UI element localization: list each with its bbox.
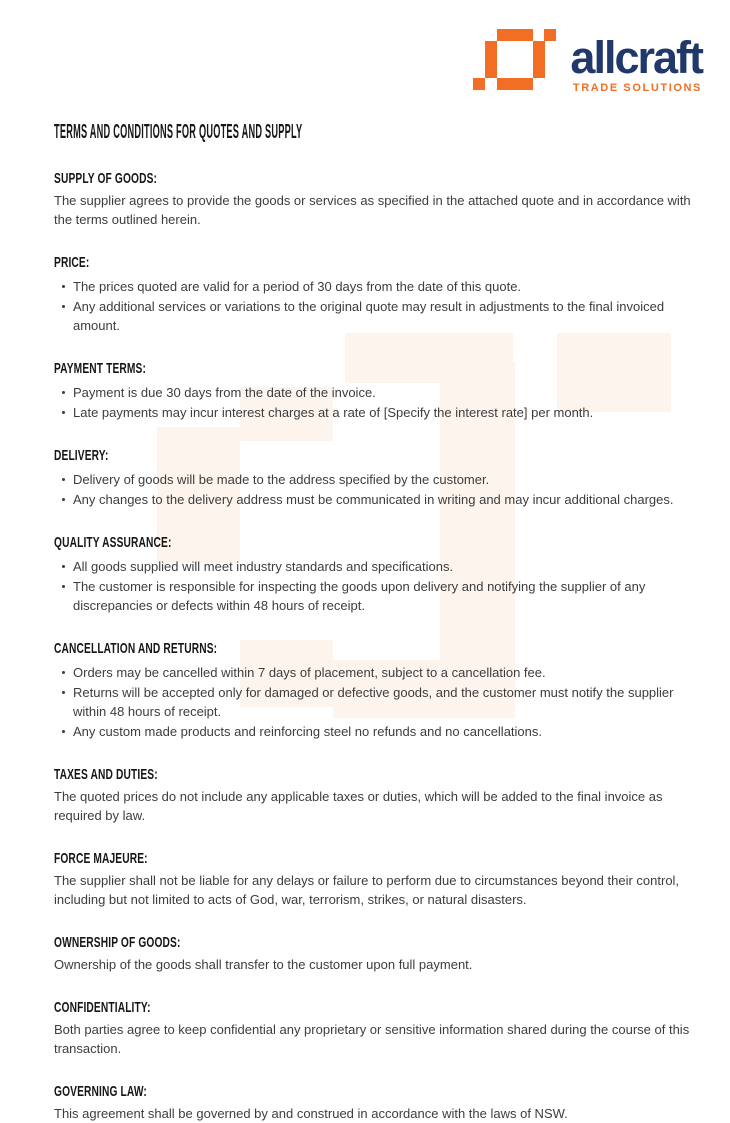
bullet-list xyxy=(54,277,702,335)
bullet-icon xyxy=(62,285,65,288)
terms-sections xyxy=(54,170,702,1123)
terms-section xyxy=(54,360,702,422)
bullet-text: Payment is due 30 days from the date of the invoice. xyxy=(73,385,376,400)
bullet-text: The customer is responsible for inspecting the goods upon delivery and notifying the supplier of any discrepancies or defects within 48 hours of receipt. xyxy=(73,579,646,613)
bullet-item xyxy=(62,470,702,489)
section-body xyxy=(54,871,702,909)
terms-section xyxy=(54,766,702,825)
bullet-icon xyxy=(62,305,65,308)
paragraph: The supplier agrees to provide the goods or services as specified in the attached quote and in accordance with the terms outlined herein. xyxy=(54,193,691,227)
paragraph: This agreement shall be governed by and construed in accordance with the laws of NSW. xyxy=(54,1106,568,1121)
allcraft-logo xyxy=(473,29,702,94)
brand-tagline: TRADE SOLUTIONS xyxy=(572,82,702,94)
paragraph: Ownership of the goods shall transfer to the customer upon full payment. xyxy=(54,957,473,972)
bullet-text: Orders may be cancelled within 7 days of placement, subject to a cancellation fee. xyxy=(73,665,546,680)
section-heading: QUALITY ASSURANCE: xyxy=(54,534,172,551)
section-body xyxy=(54,1104,702,1123)
bullet-item xyxy=(62,722,702,741)
terms-section xyxy=(54,1083,702,1123)
section-heading: FORCE MAJEURE: xyxy=(54,850,148,867)
bullet-icon xyxy=(62,585,65,588)
section-heading: CONFIDENTIALITY: xyxy=(54,999,151,1016)
bullet-icon xyxy=(62,498,65,501)
section-heading: TAXES AND DUTIES: xyxy=(54,766,158,783)
bullet-text: Delivery of goods will be made to the address specified by the customer. xyxy=(73,472,490,487)
terms-section xyxy=(54,534,702,615)
bullet-icon xyxy=(62,478,65,481)
bullet-list xyxy=(54,663,702,741)
bullet-list xyxy=(54,470,702,509)
bullet-item xyxy=(62,383,702,402)
paragraph: The quoted prices do not include any applicable taxes or duties, which will be added to the final invoice as required by law. xyxy=(54,789,663,823)
section-body xyxy=(54,383,702,422)
bullet-item xyxy=(62,663,702,682)
section-body xyxy=(54,557,702,615)
bullet-text: Late payments may incur interest charges at a rate of [Specify the interest rate] per month. xyxy=(73,405,594,420)
bullet-list xyxy=(54,557,702,615)
section-heading: SUPPLY OF GOODS: xyxy=(54,170,158,187)
terms-section xyxy=(54,850,702,909)
bullet-text: The prices quoted are valid for a period of 30 days from the date of this quote. xyxy=(73,279,522,294)
bullet-icon xyxy=(62,730,65,733)
paragraph: Both parties agree to keep confidential any proprietary or sensitive information shared during the course of this transaction. xyxy=(54,1022,690,1056)
bullet-list xyxy=(54,383,702,422)
section-heading: CANCELLATION AND RETURNS: xyxy=(54,640,218,657)
section-heading: DELIVERY: xyxy=(54,447,109,464)
bullet-item xyxy=(62,557,702,576)
section-body xyxy=(54,787,702,825)
section-body xyxy=(54,955,702,974)
logo-text xyxy=(570,29,702,94)
bullet-icon xyxy=(62,391,65,394)
bullet-text: All goods supplied will meet industry standards and specifications. xyxy=(73,559,454,574)
bullet-text: Any custom made products and reinforcing steel no refunds and no cancellations. xyxy=(73,724,542,739)
bullet-text: Any changes to the delivery address must be communicated in writing and may incur additional charges. xyxy=(73,492,674,507)
bullet-text: Any additional services or variations to the original quote may result in adjustments to the final invoiced amount. xyxy=(73,299,665,333)
bullet-icon xyxy=(62,565,65,568)
terms-section xyxy=(54,999,702,1058)
bullet-icon xyxy=(62,411,65,414)
brand-name: allcraft xyxy=(570,32,702,83)
bullet-item xyxy=(62,683,702,721)
terms-section xyxy=(54,640,702,741)
section-heading: PRICE: xyxy=(54,254,90,271)
bullet-item xyxy=(62,277,702,296)
section-heading: GOVERNING LAW: xyxy=(54,1083,147,1100)
section-body xyxy=(54,191,702,229)
bullet-icon xyxy=(62,691,65,694)
terms-section xyxy=(54,254,702,335)
bullet-item xyxy=(62,297,702,335)
bullet-text: Returns will be accepted only for damaged or defective goods, and the customer must notify the supplier within 48 hours of receipt. xyxy=(73,685,674,719)
section-body xyxy=(54,277,702,335)
terms-section xyxy=(54,447,702,509)
section-heading: OWNERSHIP OF GOODS: xyxy=(54,934,181,951)
bullet-item xyxy=(62,490,702,509)
section-body xyxy=(54,470,702,509)
document-header xyxy=(54,29,702,94)
terms-section xyxy=(54,170,702,229)
terms-section xyxy=(54,934,702,974)
section-body xyxy=(54,663,702,741)
paragraph: The supplier shall not be liable for any delays or failure to perform due to circumstances beyond their control, including but not limited to acts of God, war, terrorism, strikes, or natural disasters. xyxy=(54,873,680,907)
pixel-square-logo-icon xyxy=(473,29,557,90)
section-heading: PAYMENT TERMS: xyxy=(54,360,147,377)
bullet-icon xyxy=(62,671,65,674)
page-title: TERMS AND CONDITIONS FOR QUOTES AND SUPPLY xyxy=(54,121,303,143)
bullet-item xyxy=(62,577,702,615)
bullet-item xyxy=(62,403,702,422)
